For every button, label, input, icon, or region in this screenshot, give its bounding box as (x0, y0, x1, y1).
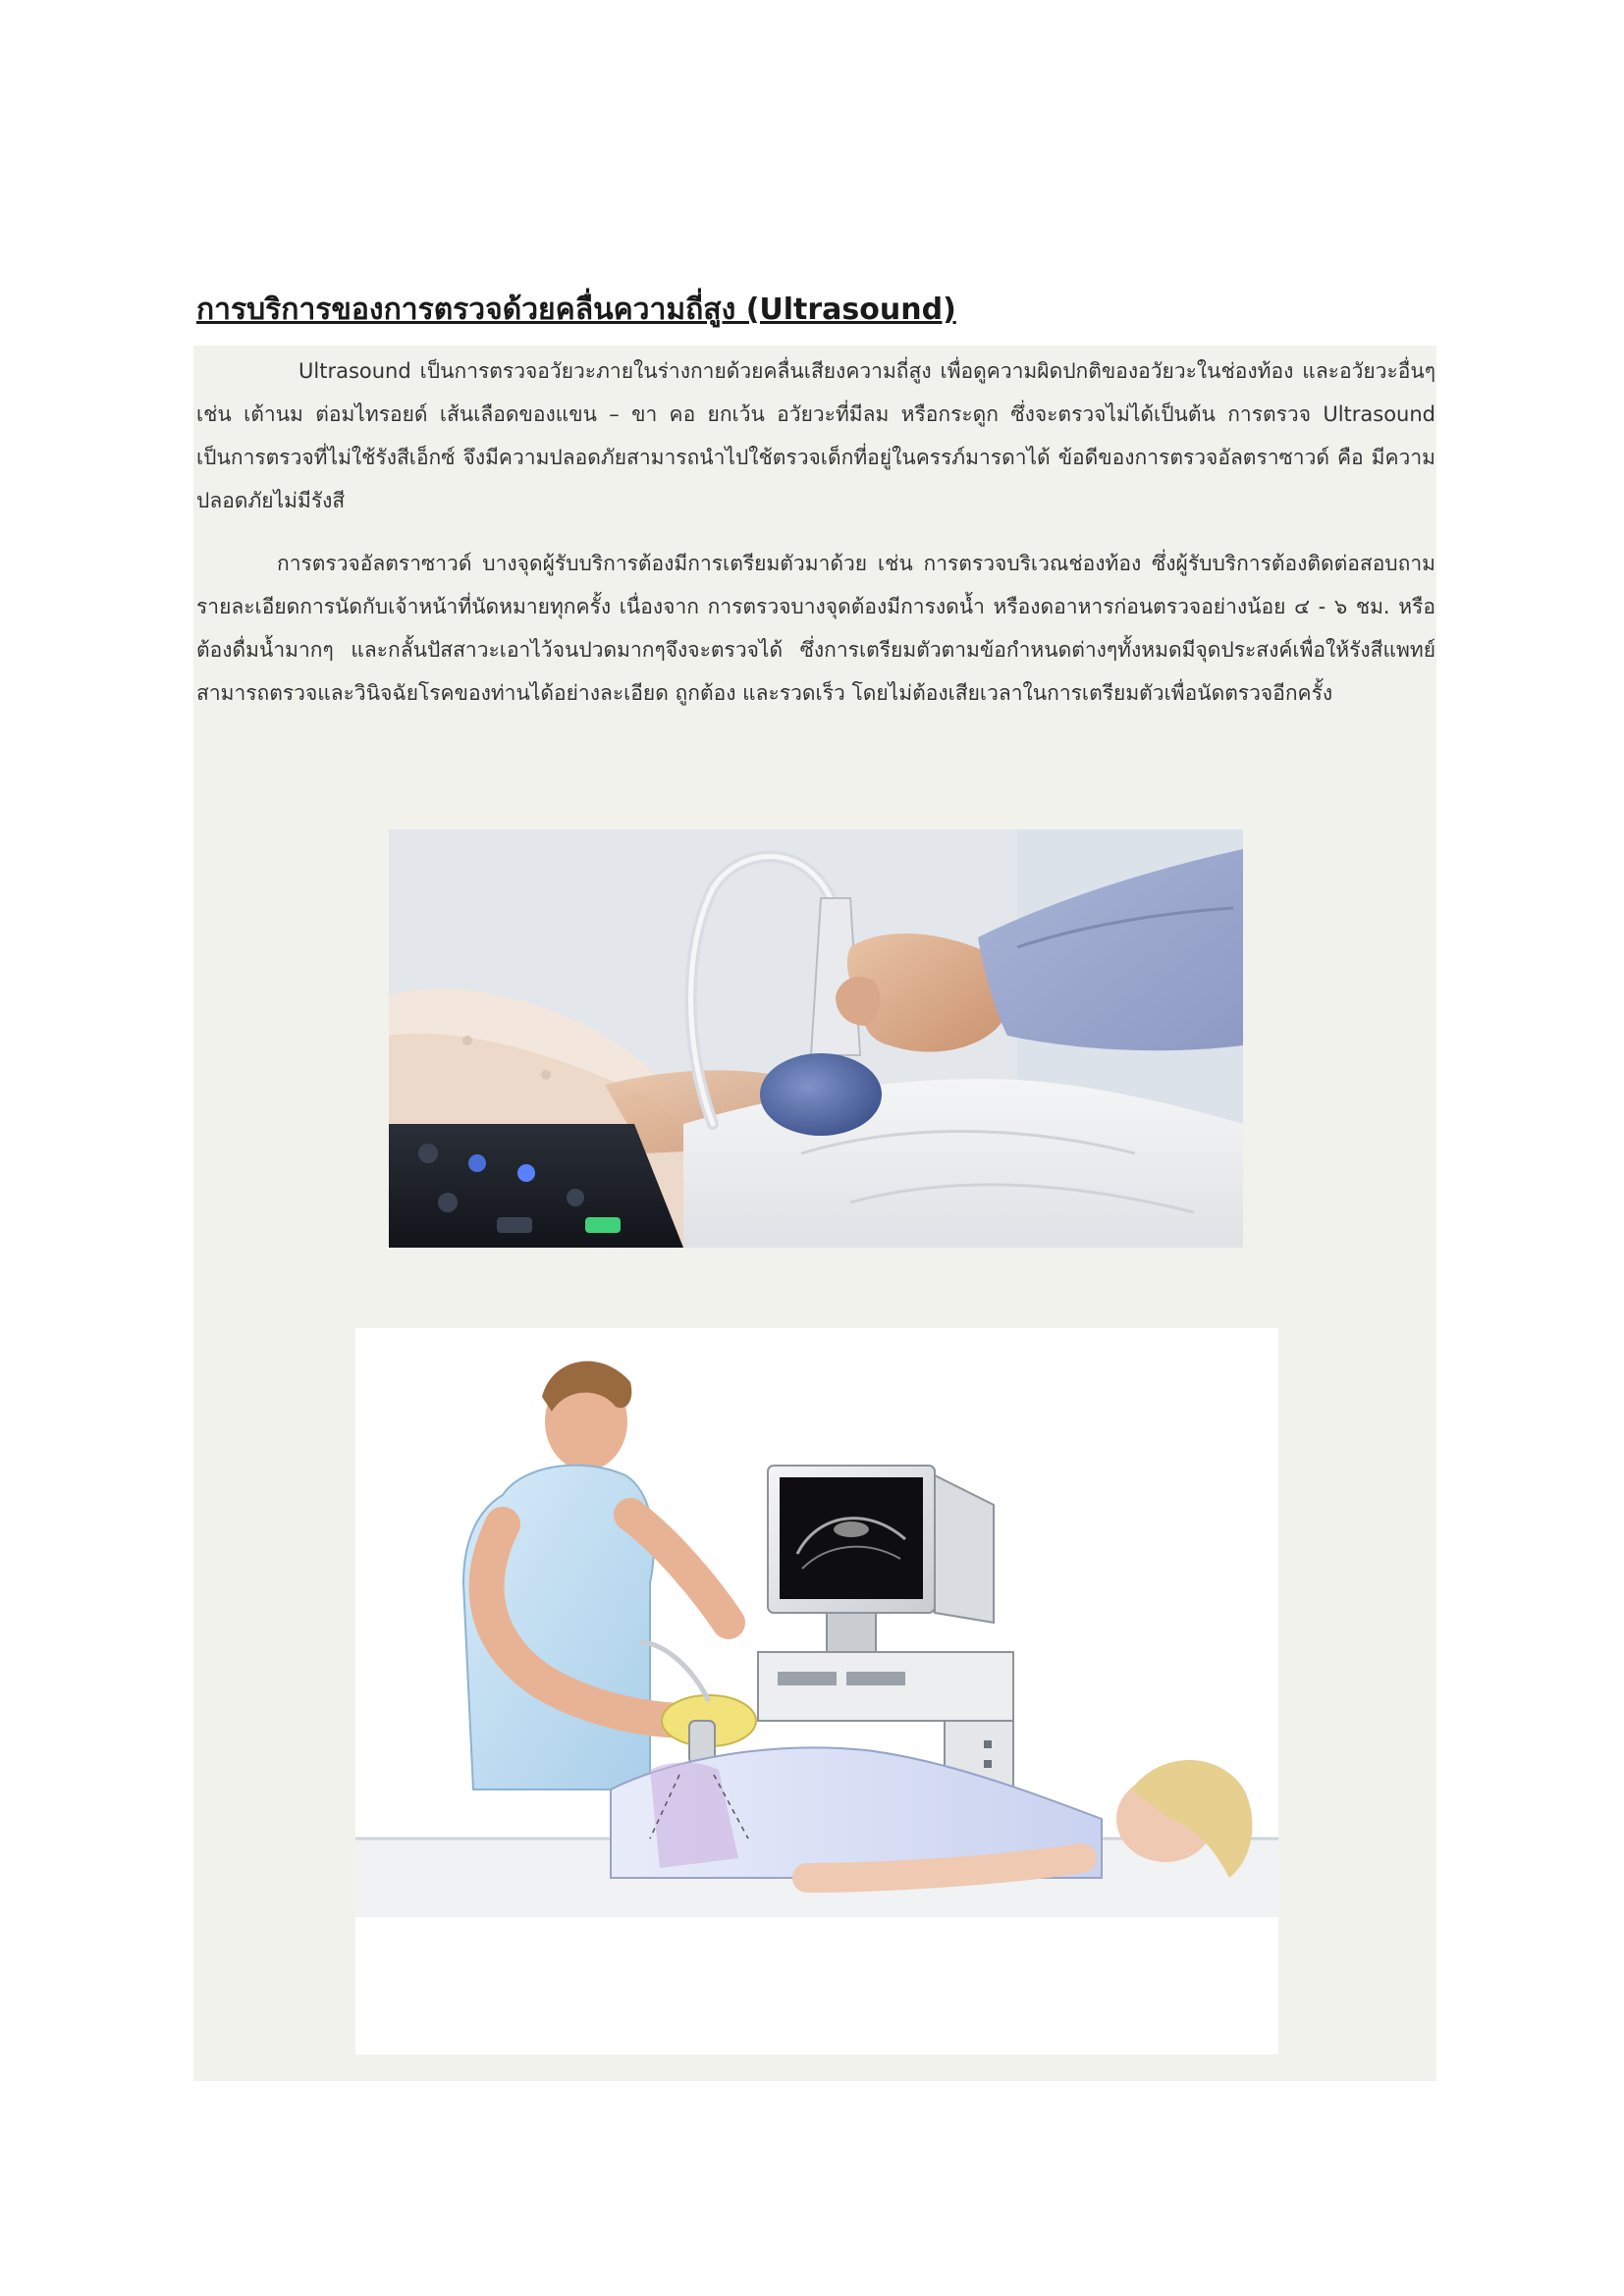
paragraph-intro: Ultrasound เป็นการตรวจอวัยวะภายในร่างกายด้วยคลื่นเสียงความถี่สูง เพื่อดูความผิดปกติของอวัยวะในช่องท้อง และอวัยวะอื่นๆ เช่น เต้านม ต่อมไทรอยด์ เส้นเลือดของแขน – ขา คอ ยกเว้น อวัยวะที่มีลม หรือกระดูก ซึ่งจะตรวจไม่ได้เป็นต้น การตรวจ Ultrasound เป็นการตรวจที่ไม่ใช้รังสีเอ็กซ์ จึงมีความปลอดภัยสามารถนำไปใช้ตรวจเด็กที่อยู่ในครรภ์มารดาได้ ข้อดีของการตรวจอัลตราซาวด์ คือ มีความปลอดภัยไม่มีรังสี (196, 359, 1435, 512)
ultrasound-exam-illustration (355, 1328, 1278, 2055)
ultrasound-probe-photo-art (389, 829, 1243, 1248)
page-title: การบริการของการตรวจด้วยคลื่นความถี่สูง (Ultrasound) (196, 293, 956, 327)
ultrasound-probe-photo (389, 829, 1243, 1248)
paragraph-preparation: การตรวจอัลตราซาวด์ บางจุดผู้รับบริการต้องมีการเตรียมตัวมาด้วย เช่น การตรวจบริเวณช่องท้อง ซึ่งผู้รับบริการต้องติดต่อสอบถามรายละเอียดการนัดกับเจ้าหน้าที่นัดหมายทุกครั้ง เนื่องจาก การตรวจบางจุดต้องมีการงดน้ำ หรืองดอาหารก่อนตรวจอย่างน้อย ๔ - ๖ ชม. หรือต้องดื่มน้ำมากๆ และกลั้นปัสสาวะเอาไว้จนปวดมากๆจึงจะตรวจได้ ซึ่งการเตรียมตัวตามข้อกำหนดต่างๆทั้งหมดมีจุดประสงค์เพื่อให้รังสีแพทย์สามารถตรวจและวินิจฉัยโรคของท่านได้อย่างละเอียด ถูกต้อง และรวดเร็ว โดยไม่ต้องเสียเวลาในการเตรียมตัวเพื่อนัดตรวจอีกครั้ง (196, 552, 1435, 705)
ultrasound-exam-illustration-art (355, 1328, 1278, 2055)
